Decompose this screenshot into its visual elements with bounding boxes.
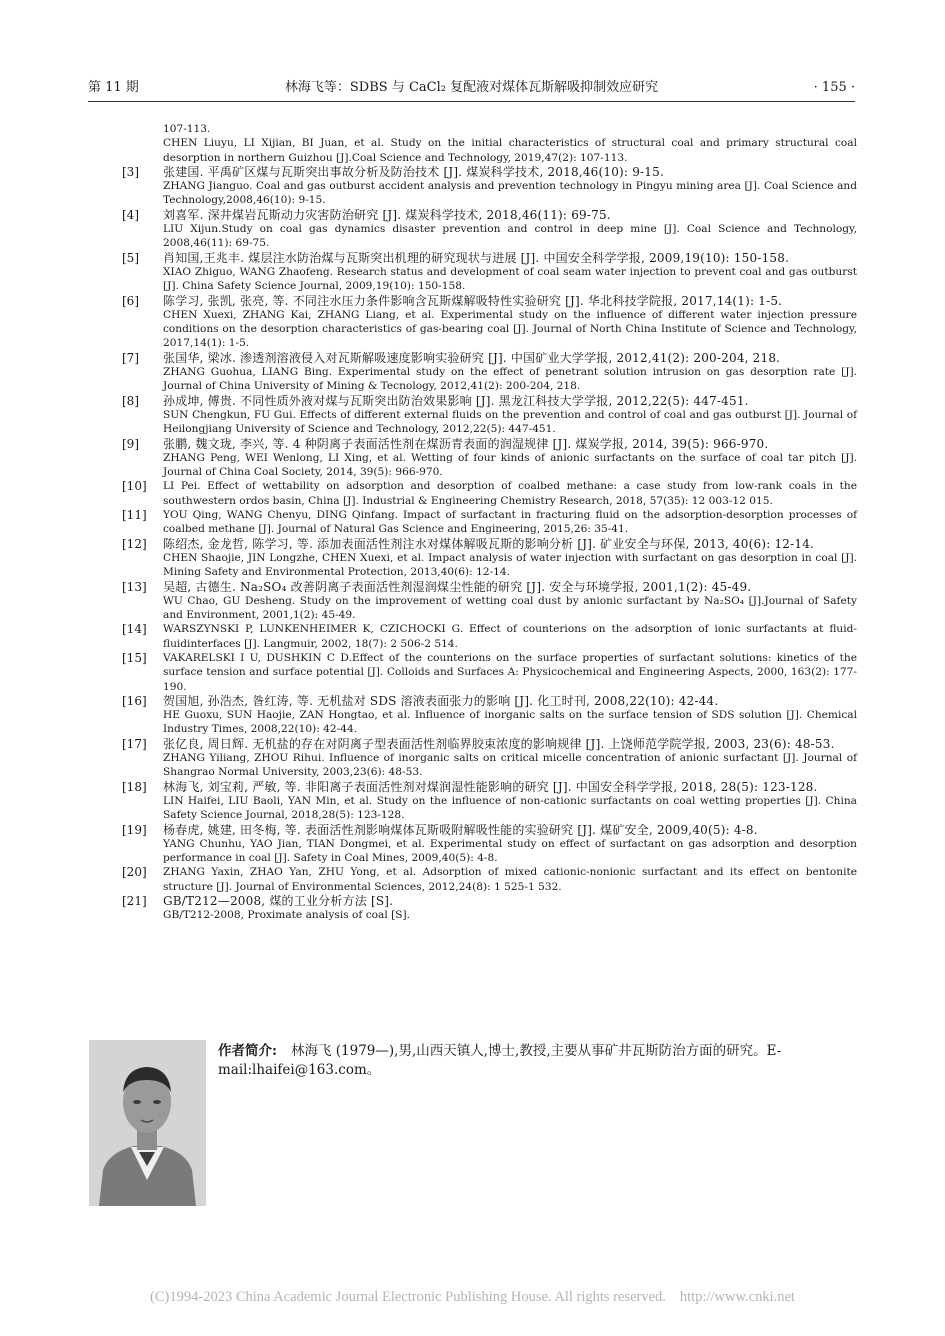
reference-number: [6] xyxy=(122,293,139,308)
reference-line: HE Guoxu, SUN Haojie, ZAN Hongtao, et al. Influence of inorganic salts on the surface tension of SDS solution [J]. Chemical Industry Times, 2008,22(10): 42-44. xyxy=(163,709,857,736)
reference-item xyxy=(88,294,857,351)
reference-line: LIN Haifei, LIU Baoli, YAN Min, et al. Study on the influence of non-cationic surfactants on coal wetting properties [J]. China Safety Science Journal, 2018,28(5): 123-128. xyxy=(163,794,857,822)
reference-line: LIU Xijun.Study on coal gas dynamics disaster prevention and control in deep mine [J]. Coal Science and Technology, 2008,46(11): 69-75. xyxy=(163,223,857,250)
reference-item xyxy=(88,208,857,251)
reference-number: [14] xyxy=(122,622,147,637)
reference-item xyxy=(88,737,857,780)
page-number: · 155 · xyxy=(813,80,855,95)
reference-line: GB/T212-2008, Proximate analysis of coal [S]. xyxy=(163,909,410,922)
running-header xyxy=(88,78,855,102)
reference-item xyxy=(88,508,857,537)
reference-item xyxy=(88,537,857,580)
reference-number: [21] xyxy=(122,894,147,909)
reference-item xyxy=(88,780,857,823)
reference-line: 林海飞, 刘宝莉, 严敏, 等. 非阳离子表面活性剂对煤润湿性能影响的研究 [J]. 中国安全科学学报, 2018, 28(5): 123-128. xyxy=(163,779,818,794)
reference-item xyxy=(88,894,857,923)
reference-line: 张建国. 平禹矿区煤与瓦斯突出事故分析及防治技术 [J]. 煤炭科学技术, 2018,46(10): 9-15. xyxy=(163,164,664,179)
reference-number: [5] xyxy=(122,250,139,265)
header-rule xyxy=(88,101,855,102)
reference-list xyxy=(88,122,857,923)
reference-line: CHEN Liuyu, LI Xijian, BI Juan, et al. Study on the initial characteristics of structural coal and primary structural coal desorption in northern Guizhou [J].Coal Science and Technology, 2019,47(2): 107-113. xyxy=(163,137,857,164)
copyright-watermark xyxy=(0,1289,945,1306)
reference-line: WARSZYNSKI P, LUNKENHEIMER K, CZICHOCKI G. Effect of counterions on the adsorption of ionic surfactants at fluid-fluidinterfaces [J]. Langmuir, 2002, 18(7): 2 506-2 514. xyxy=(163,623,857,650)
reference-number: [17] xyxy=(122,736,147,751)
reference-number: [9] xyxy=(122,436,139,451)
reference-line: 孙成坤, 傅贵. 不同性质外液对煤与瓦斯突出防治效果影响 [J]. 黑龙江科技大学学报, 2012,22(5): 447-451. xyxy=(163,393,749,408)
reference-line: GB/T212—2008, 煤的工业分析方法 [S]. xyxy=(163,894,394,909)
reference-line: ZHANG Peng, WEI Wenlong, LI Xing, et al. Wetting of four kinds of anionic surfactants on the surface of coal tar pitch [J]. Journal of China Coal Society, 2014, 39(5): 966-970. xyxy=(163,451,857,479)
reference-item xyxy=(88,479,857,508)
reference-number: [3] xyxy=(122,164,139,179)
reference-line: 吴超, 古德生. Na₂SO₄ 改善阴离子表面活性剂湿润煤尘性能的研究 [J]. 安全与环境学报, 2001,1(2): 45-49. xyxy=(163,579,752,594)
reference-number: [12] xyxy=(122,536,147,551)
reference-item xyxy=(88,437,857,480)
author-bio-text: 林海飞 (1979—),男,山西天镇人,博士,教授,主要从事矿井瓦斯防治方面的研究。E-mail:lhaifei@163.com。 xyxy=(218,1043,782,1078)
cnki-url: http://www.cnki.net xyxy=(679,1289,795,1305)
reference-line: 张亿良, 周日辉. 无机盐的存在对阴离子型表面活性剂临界胶束浓度的影响规律 [J]. 上饶师范学院学报, 2003, 23(6): 48-53. xyxy=(163,736,835,751)
reference-line: 贺国旭, 孙浩杰, 昝红涛, 等. 无机盐对 SDS 溶液表面张力的影响 [J]. 化工时刊, 2008,22(10): 42-44. xyxy=(163,693,719,708)
reference-number: [7] xyxy=(122,350,139,365)
reference-line: CHEN Xuexi, ZHANG Kai, ZHANG Liang, et al. Experimental study on the influence of different water injection pressure conditions on the desorption characteristics of gas-bearing coal [J]. Journal of North China Institute of Science and Technology, 2017,14(1): 1-5. xyxy=(163,308,857,350)
reference-line: YOU Qing, WANG Chenyu, DING Qinfang. Impact of surfactant in fracturing fluid on the adsorption-desorption processes of coalbed methane [J]. Journal of Natural Gas Science and Engineering, 2015,26: 35-41. xyxy=(163,509,857,536)
issue-number: 第 11 期 xyxy=(88,80,139,95)
reference-item xyxy=(88,622,857,651)
reference-line: WU Chao, GU Desheng. Study on the improvement of wetting coal dust by anionic surfactant by Na₂SO₄ [J].Journal of Safety and Environment, 2001,1(2): 45-49. xyxy=(163,594,857,622)
reference-item xyxy=(88,251,857,294)
reference-number: [16] xyxy=(122,693,147,708)
reference-number: [20] xyxy=(122,865,147,880)
reference-line: VAKARELSKI I U, DUSHKIN C D.Effect of the counterions on the surface properties of surfactant solutions: kinetics of the surface tension and surface potential [J]. Colloids and Surfaces A: Physicochemical and Engineering Aspects, 2000, 163(2): 177-190. xyxy=(163,651,857,693)
author-bio xyxy=(218,1042,857,1080)
reference-number: [10] xyxy=(122,479,147,494)
author-bio-label: 作者简介: xyxy=(218,1043,277,1059)
copyright-text: (C)1994-2023 China Academic Journal Electronic Publishing House. All rights reserved. xyxy=(150,1289,666,1305)
reference-line: LI Pei. Effect of wettability on adsorption and desorption of coalbed methane: a case study from low-rank coals in the southwestern ordos basin, China [J]. Industrial & Engineering Chemistry Research, 2018, 57(35): 12 003-12 015. xyxy=(163,480,857,507)
reference-line: SUN Chengkun, FU Gui. Effects of different external fluids on the prevention and control of coal and gas outburst [J]. Journal of Heilongjiang University of Science and Technology, 2012,22(5): 447-451. xyxy=(163,408,857,436)
reference-line: 杨春虎, 姚建, 田冬梅, 等. 表面活性剂影响煤体瓦斯吸附解吸性能的实验研究 [J]. 煤矿安全, 2009,40(5): 4-8. xyxy=(163,822,758,837)
reference-line: 刘喜军. 深井煤岩瓦斯动力灾害防治研究 [J]. 煤炭科学技术, 2018,46(11): 69-75. xyxy=(163,207,611,222)
running-title: 林海飞等：SDBS 与 CaCl₂ 复配液对煤体瓦斯解吸抑制效应研究 xyxy=(284,80,659,95)
reference-item xyxy=(88,865,857,894)
reference-line: ZHANG Guohua, LIANG Bing. Experimental study on the effect of penetrant solution intrusion on gas desorption rate [J]. Journal of China University of Mining & Tecnology, 2012,41(2): 200-204, 218. xyxy=(163,366,857,393)
reference-item xyxy=(88,823,857,866)
reference-item xyxy=(88,580,857,623)
author-portrait-image xyxy=(89,1040,206,1206)
reference-item xyxy=(88,351,857,394)
reference-line: 陈学习, 张凯, 张亮, 等. 不同注水压力条件影响含瓦斯煤解吸特性实验研究 [J]. 华北科技学院报, 2017,14(1): 1-5. xyxy=(163,293,783,308)
reference-number: [15] xyxy=(122,650,147,665)
reference-line: CHEN Shaojie, JIN Longzhe, CHEN Xuexi, et al. Impact analysis of water injection with surfactant on gas desorption in coal [J]. Mining Safety and Environmental Protection, 2013,40(6): 12-14. xyxy=(163,551,857,579)
reference-item xyxy=(88,122,857,165)
reference-line: ZHANG Yiliang, ZHOU Rihui. Influence of inorganic salts on critical micelle concentration of anionic surfactant [J]. Journal of Shangrao Normal University, 2003,23(6): 48-53. xyxy=(163,752,857,779)
reference-line: 张国华, 梁冰. 渗透剂溶液侵入对瓦斯解吸速度影响实验研究 [J]. 中国矿业大学学报, 2012,41(2): 200-204, 218. xyxy=(163,350,781,365)
reference-number: [13] xyxy=(122,579,147,594)
reference-number: [4] xyxy=(122,207,139,222)
reference-line: 107-113. xyxy=(163,123,211,135)
reference-line: 陈绍杰, 金龙哲, 陈学习, 等. 添加表面活性剂注水对煤体解吸瓦斯的影响分析 [J]. 矿业安全与环保, 2013, 40(6): 12-14. xyxy=(163,536,815,551)
reference-number: [18] xyxy=(122,779,147,794)
reference-item xyxy=(88,651,857,694)
author-photo xyxy=(89,1040,206,1206)
reference-line: XIAO Zhiguo, WANG Zhaofeng. Research status and development of coal seam water injection to prevent coal and gas outburst [J]. China Safety Science Journal, 2009,19(10): 150-158. xyxy=(163,265,857,293)
reference-number: [8] xyxy=(122,393,139,408)
reference-item xyxy=(88,694,857,737)
reference-number: [11] xyxy=(122,508,147,523)
reference-line: ZHANG Jianguo. Coal and gas outburst accident analysis and prevention technology in Pingyu mining area [J]. Coal Science and Technology,2008,46(10): 9-15. xyxy=(163,180,857,207)
reference-number: [19] xyxy=(122,822,147,837)
reference-item xyxy=(88,165,857,208)
reference-item xyxy=(88,394,857,437)
reference-line: ZHANG Yaxin, ZHAO Yan, ZHU Yong, et al. Adsorption of mixed cationic-nonionic surfactant and its effect on bentonite structure [J]. Journal of Environmental Sciences, 2012,24(8): 1 525-1 532. xyxy=(163,866,857,893)
reference-line: YANG Chunhu, YAO Jian, TIAN Dongmei, et al. Experimental study on effect of surfactant on gas adsorption and desorption performance in coal [J]. Safety in Coal Mines, 2009,40(5): 4-8. xyxy=(163,837,857,865)
reference-line: 肖知国,王兆丰. 煤层注水防治煤与瓦斯突出机理的研究现状与进展 [J]. 中国安全科学学报, 2009,19(10): 150-158. xyxy=(163,250,790,265)
reference-line: 张鹏, 魏文珑, 李兴, 等. 4 种阴离子表面活性剂在煤沥青表面的润湿规律 [J]. 煤炭学报, 2014, 39(5): 966-970. xyxy=(163,436,769,451)
